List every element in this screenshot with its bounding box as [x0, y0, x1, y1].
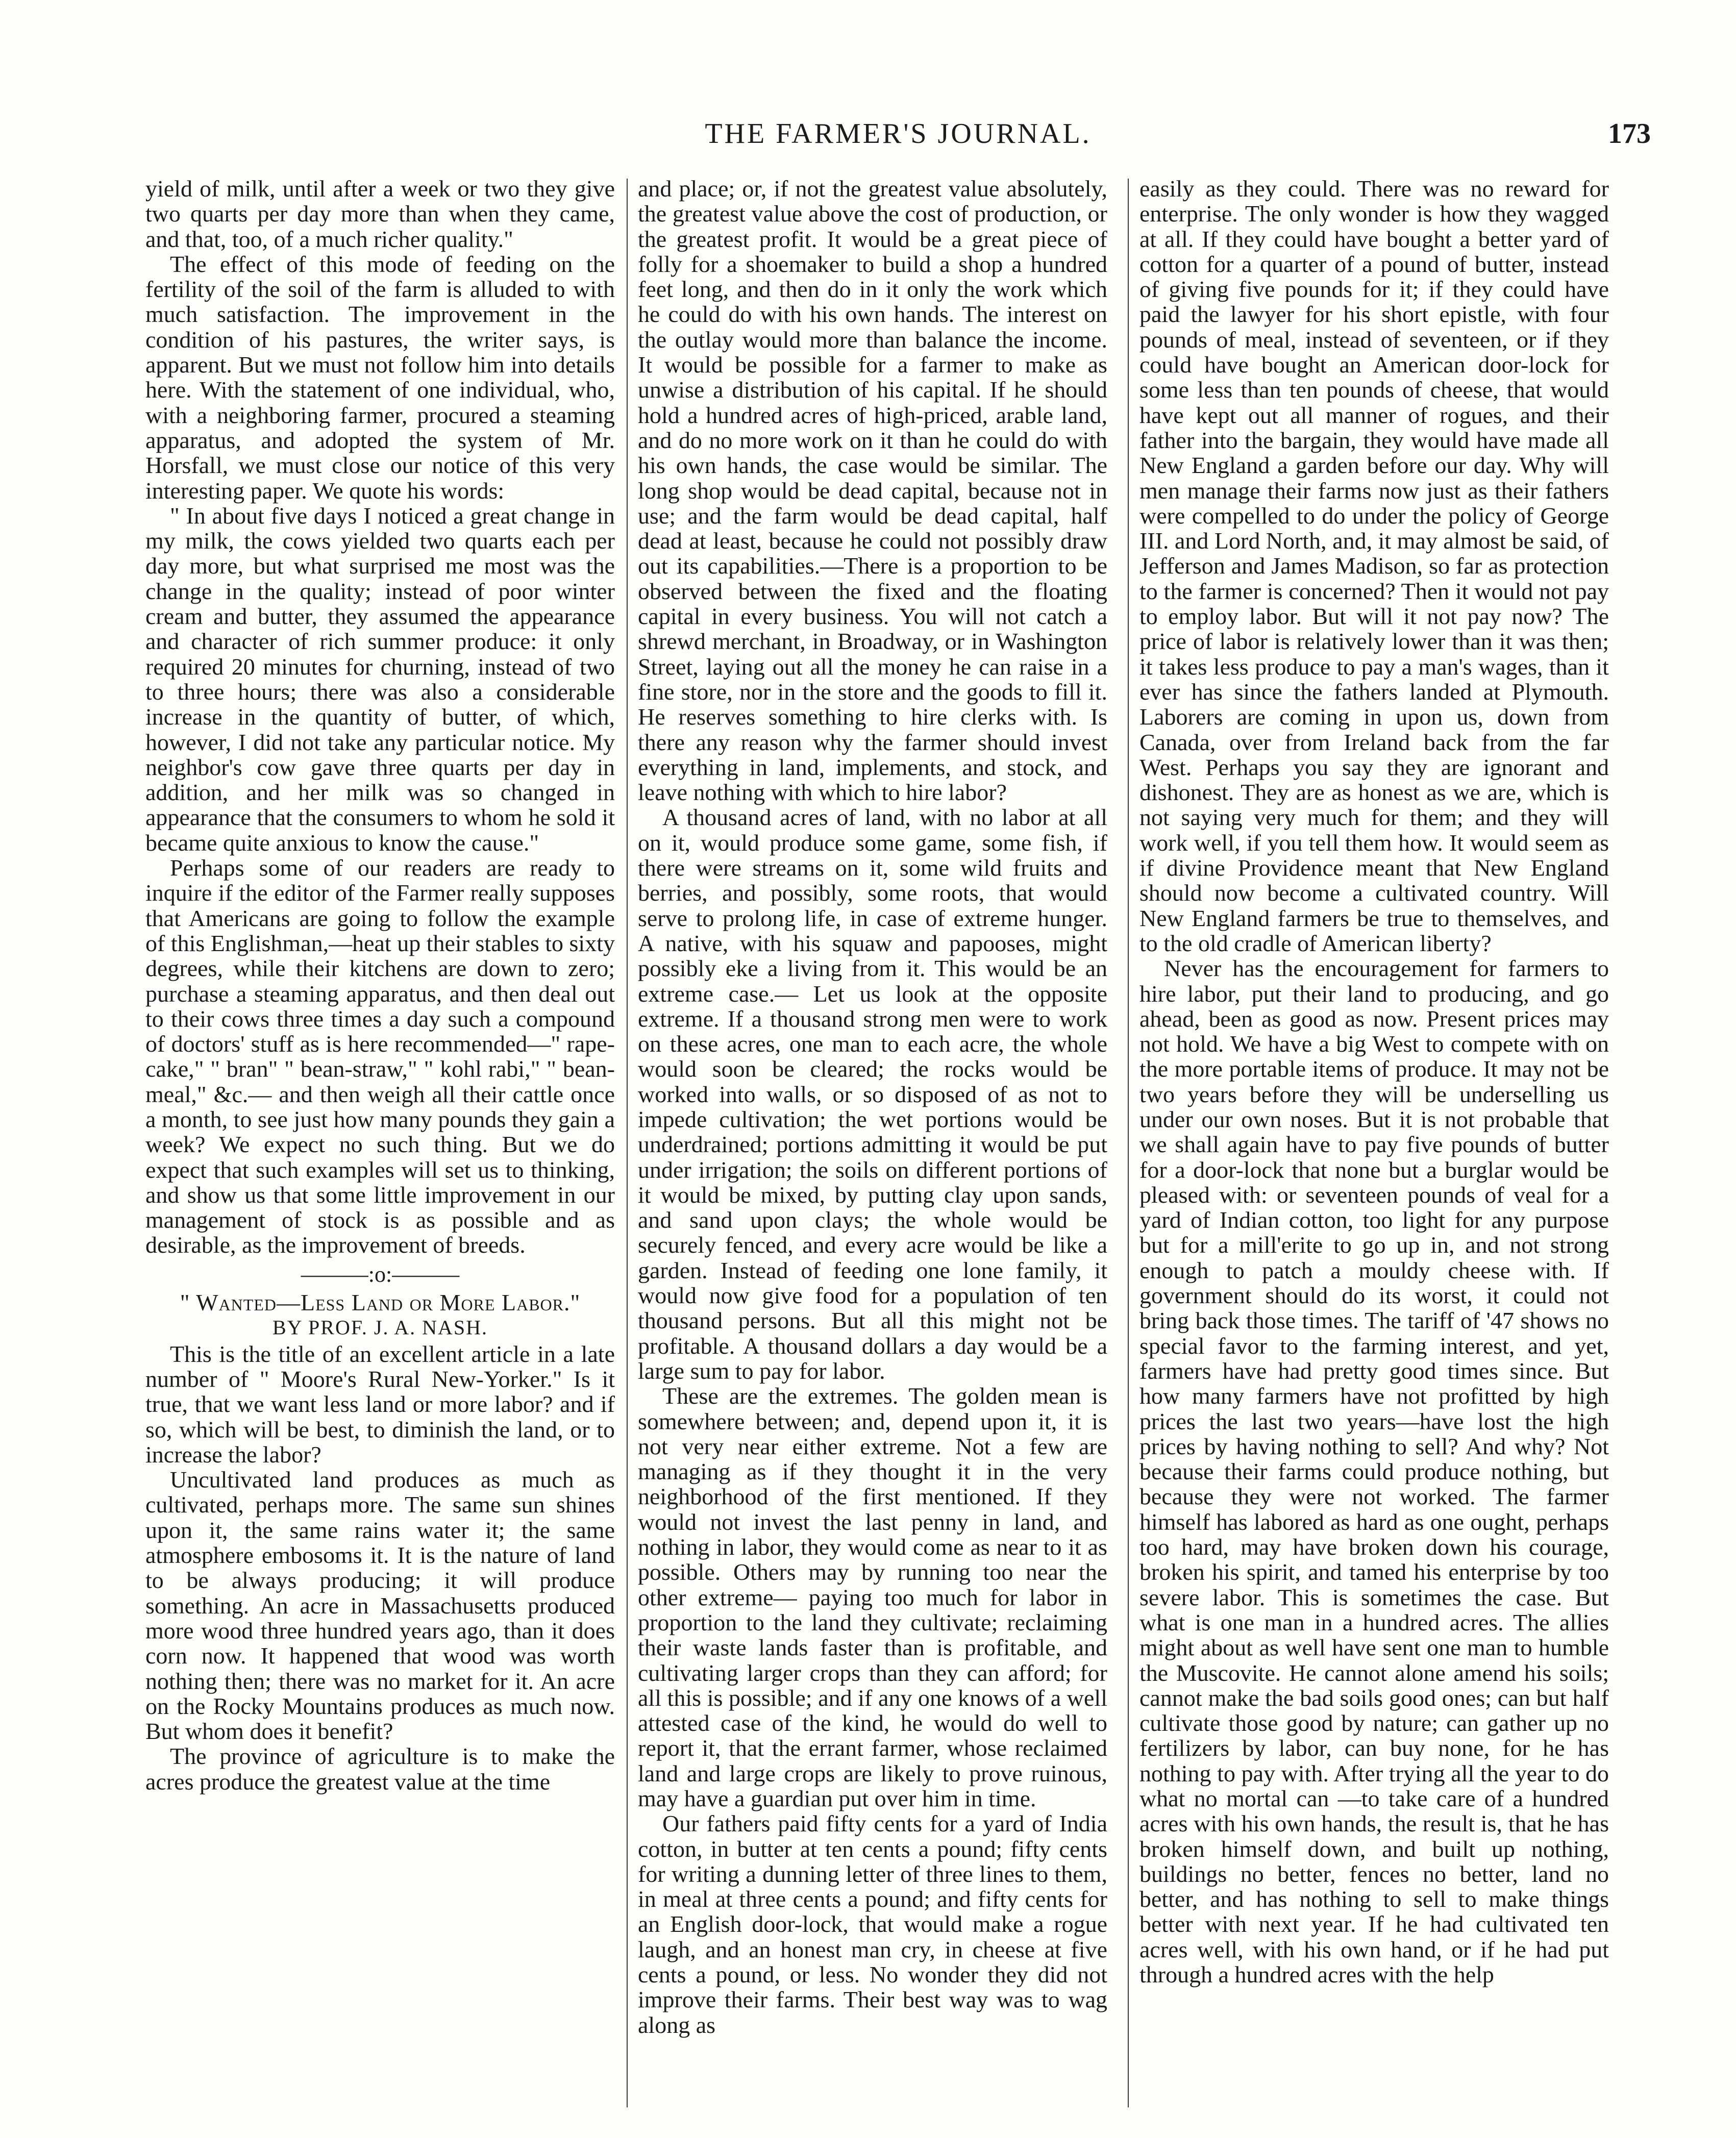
paragraph: Perhaps some of our readers are ready to inquire if the editor of the Farmer really supposes that Americans are going to follow the example of this Englishman,—heat up their stables to sixty degrees, while their kitchens are down to zero; purchase a steaming apparatus, and then deal out to their cows three times a day such a compound of doctors' stuff as is here recommended—" rape-cake," " bran" " bean-straw," " kohl rabi," " bean-meal," &c.— and then weigh all their cattle once a month, to see just how many pounds they gain a week? We expect no such thing. But we do expect that such examples will set us to thinking, and show us that some little improvement in our management of stock is as possible and as desirable, as the improvement of breeds.	[145, 855, 615, 1258]
paragraph: These are the extremes. The golden mean is somewhere between; and, depend upon it, it is not very near either extreme. Not a few are managing as if they thought it in the very neighborhood of the first mentioned. If they would not invest the last penny in land, and nothing in labor, they would come as near to it as possible. Others may by running too near the other extreme— paying too much for labor in proportion to the land they cultivate; reclaiming their waste lands faster than is profitable, and cultivating larger crops than they can afford; for all this is possible; and if any one knows of a well attested case of the kind, he would do well to report it, that the errant farmer, whose reclaimed land and large crops are likely to prove ruinous, may have a guardian put over him in time.	[638, 1383, 1107, 1811]
paragraph: Never has the encouragement for farmers to hire labor, put their land to producing, and go ahead, been as good as now. Present prices may not hold. We have a big West to compete with on the more portable items of produce. It may not be two years before they will be underselling us under our own noses. But it is not probable that we shall again have to pay five pounds of butter for a door-lock that none but a burglar would be pleased with: or seventeen pounds of veal for a yard of Indian cotton, too light for any purpose but for a mill'erite to go up in, and not strong enough to patch a mouldy cheese with. If government should do its worst, it could not bring back those times. The tariff of '47 shows no special favor to the farming interest, and yet, farmers have had pretty good times since. But how many farmers have not profitted by high prices the last two years—have lost the high prices by having nothing to sell? And why? Not because their farms could produce nothing, but because they were not worked. The farmer himself has labored as hard as one ought, perhaps too hard, may have broken down his courage, broken his spirit, and tamed his enterprise by too severe labor. This is sometimes the case. But what is one man in a hundred acres. The allies might about as well have sent one man to humble the Muscovite. He cannot alone amend his soils; cannot make the bad soils good ones; can but half cultivate those good by nature; can gather up no fertilizers by labor, can buy none, for he has nothing to pay with. After trying all the year to do what no mortal can —to take care of a hundred acres with his own hands, the result is, that he has broken himself down, and built up nothing, buildings no better, fences no better, land no better, and has nothing to sell to make things better with next year. If he had cultivated ten acres well, with his own hand, or if he had put through a hundred acres with the help	[1139, 955, 1609, 1988]
paragraph: The province of agriculture is to make the acres produce the greatest value at the time	[145, 1743, 615, 1795]
paragraph: yield of milk, until after a week or two they give two quarts per day more than when they came, and that, too, of a much richer quality."	[145, 176, 615, 252]
column-divider	[627, 179, 628, 2107]
paragraph: The effect of this mode of feeding on the fertility of the soil of the farm is alluded to with much satisfaction. The improvement in the condition of his pastures, the writer says, is apparent. But we must not follow him into details here. With the statement of one individual, who, with a neighboring farmer, procured a steaming apparatus, and adopted the system of Mr. Horsfall, we must close our notice of this very interesting paper. We quote his words:	[145, 251, 615, 504]
paragraph: Our fathers paid fifty cents for a yard of India cotton, in butter at ten cents a pound; fifty cents for writing a dunning letter of three lines to them, in meal at three cents a pound; and fifty cents for an English door-lock, that would make a rogue laugh, and an honest man cry, in cheese at five cents a pound, or less. No wonder they did not improve their farms. Their best way was to wag along as	[638, 1810, 1107, 2038]
paragraph: This is the title of an excellent article in a late number of " Moore's Rural New-Yorker." Is it true, that we want less land or more labor? and if so, which will be best, to diminish the land, or to increase the labor?	[145, 1340, 615, 1468]
paragraph: easily as they could. There was no reward for enterprise. The only wonder is how they wagged at all. If they could have bought a better yard of cotton for a quarter of a pound of butter, instead of giving five pounds for it; if they could have paid the lawyer for his short epistle, with four pounds of meal, instead of seventeen, or if they could have bought an American door-lock for some less than ten pounds of cheese, that would have kept out all manner of rogues, and their father into the bargain, they would have made all New England a garden before our day. Why will men manage their farms now just as their fathers were compelled to do under the policy of George III. and Lord North, and, it may almost be said, of Jefferson and James Madison, so far as protection to the farmer is concerned? Then it would not pay to employ labor. But will it not pay now? The price of labor is relatively lower than it was then; it takes less produce to pay a man's wages, than it ever has since the fathers landed at Plymouth. Laborers are coming in upon us, down from Canada, over from Ireland back from the far West. Perhaps you say they are ignorant and dishonest. They are as honest as we are, which is not saying very much for them; and they will work well, if you tell them how. It would seem as if divine Providence meant that New England should now become a cultivated country. Will New England farmers be true to themselves, and to the old cradle of American liberty?	[1139, 176, 1609, 956]
paragraph: and place; or, if not the greatest value absolutely, the greatest value above the cost of production, or the greatest profit. It would be a great piece of folly for a shoemaker to build a shop a hundred feet long, and then do in it only the work which he could do with his own hands. The interest on the outlay would more than balance the income. It would be possible for a farmer to make as unwise a distribution of his capital. If he should hold a hundred acres of high-priced, arable land, and do no more work on it than he could do with his own hands, the case would be similar. The long shop would be dead capital, because not in use; and the farm would be dead capital, half dead at least, because he could not possibly draw out its capabilities.—There is a proportion to be observed between the fixed and the floating capital in every business. You will not catch a shrewd merchant, in Broadway, or in Washington Street, laying out all the money he can raise in a fine store, nor in the store and the goods to fill it. He reserves something to hire clerks with. Is there any reason why the farmer should invest everything in land, implements, and stock, and leave nothing with which to hire labor?	[638, 176, 1107, 806]
running-head	[145, 117, 1651, 163]
paragraph: A thousand acres of land, with no labor at all on it, would produce some game, some fish, if there were streams on it, some wild fruits and berries, and possibly, some roots, that would serve to prolong life, in case of extreme hunger. A native, with his squaw and papooses, might possibly eke a living from it. This would be an extreme case.— Let us look at the opposite extreme. If a thousand strong men were to work on these acres, one man to each acre, the whole would soon be cleared; the rocks would be worked into walls, or so disposed of as not to impede cultivation; the wet portions would be underdrained; portions admitting it would be put under irrigation; the soils on different portions of it would be mixed, by putting clay upon sands, and sand upon clays; the whole would be securely fenced, and every acre would be like a garden. Instead of feeding one lone family, it would now give food for a population of ten thousand persons. But all this might not be profitable. A thousand dollars a day would be a large sum to pay for labor.	[638, 804, 1107, 1384]
quotation-paragraph: " In about five days I noticed a great change in my milk, the cows yielded two quarts each per day more, but what surprised me most was the change in the quality; instead of poor winter cream and butter, they assumed the appearance and character of rich summer produce: it only required 20 minutes for churning, instead of two to three hours; there was also a considerable increase in the quantity of butter, of which, however, I did not take any particular notice. My neighbor's cow gave three quarts per day in addition, and her milk was so changed in appearance that the consumers to whom he sold it became quite anxious to know the cause."	[145, 502, 615, 856]
column-divider	[1128, 179, 1129, 2107]
text-column-left	[145, 176, 615, 1794]
paragraph: Uncultivated land produces as much as cultivated, perhaps more. The same sun shines upon it, the same rains water it; the same atmosphere embosoms it. It is the nature of land to be always producing; it will produce something. An acre in Massachusetts produced more wood three hundred years ago, than it does corn now. It happened that wood was worth nothing then; there was no market for it. An acre on the Rocky Mountains produces as much now. But whom does it benefit?	[145, 1466, 615, 1745]
text-column-right	[1139, 176, 1609, 1987]
page-number: 173	[1608, 118, 1651, 150]
text-column-middle	[638, 176, 1107, 2037]
article-byline: BY PROF. J. A. NASH.	[272, 1316, 488, 1339]
section-separator: ———:o:———	[301, 1261, 460, 1287]
article-title: " Wanted—Less Land or More Labor."	[180, 1289, 581, 1316]
journal-title: THE FARMER'S JOURNAL.	[705, 118, 1092, 150]
